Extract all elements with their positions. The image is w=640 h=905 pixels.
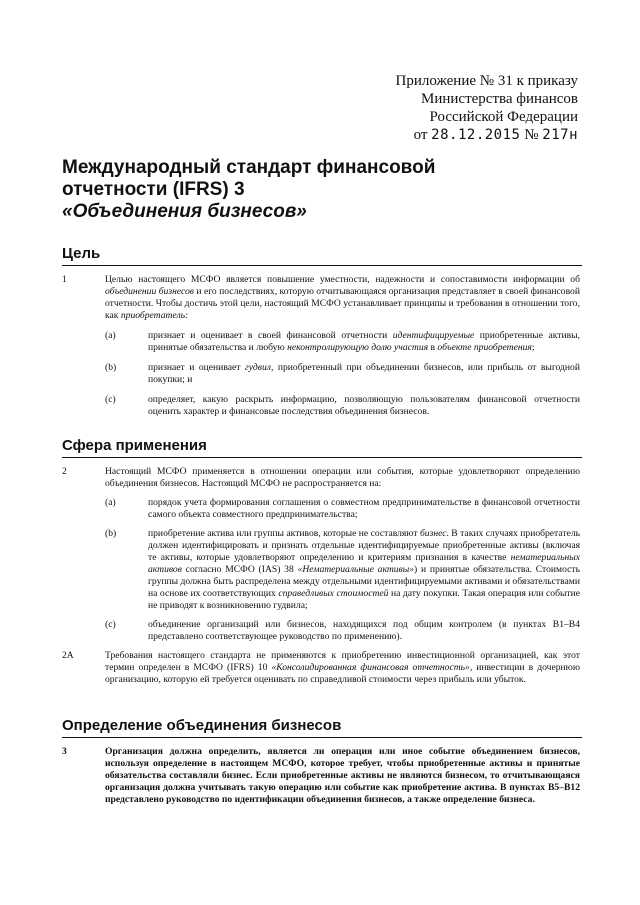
title-line-1: Международный стандарт финансовой [62,157,436,178]
paragraph-1 [62,274,580,418]
paragraph-number: 2A [62,650,74,661]
paragraph-2a [62,650,580,686]
paragraph-2 [62,466,580,643]
country-line: Российской Федерации [429,109,578,125]
title-line-2: отчетности (IFRS) 3 [62,179,245,200]
paragraph-number: 2 [62,466,67,477]
section-heading-scope: Сфера применения [62,437,582,458]
subitem-c: (c) определяет, какую раскрыть информацию, позволяющую пользователям финансовой отчетности оценить характер и финансовые последствия объединения бизнесов. [105,394,580,417]
ministry-line: Министерства финансов [421,91,578,107]
number-prefix: № [524,127,539,143]
paragraph-text: Организация должна определить, является ли операция или иное событие объединением бизнесов, используя определение в настоящем МСФО, которое требует, чтобы приобретенные активы и принятые обязательства составляли бизнес. Если приобретенные активы не являются бизнесом, то отчитывающаяся организация должна учитывать такую операцию или событие как приобретение актива. В пунктах B5–B12 представлено руководство по идентификации объединения бизнесов, а также определение бизнеса. [105,746,580,805]
order-reference [396,72,579,144]
appendix-line: Приложение № 31 к приказу [395,73,578,89]
paragraph-number: 3 [62,746,67,757]
section-heading-definition: Определение объединения бизнесов [62,717,582,738]
subitem-a: (a) порядок учета формирования соглашения о совместном предпринимательстве в финансовой отчетности самого объекта совместного предпринимательства; [105,497,580,520]
order-date-stamp: 28.12.2015 [431,127,521,143]
date-prefix: от [413,127,428,143]
paragraph-text: Настоящий МСФО применяется в отношении операции или события, которые удовлетворяют определению объединения бизнесов. Настоящий МСФО не распространяется на: [105,466,580,489]
paragraph-text: Требования настоящего стандарта не применяются к приобретению инвестиционной организацией, как этот термин определен в МСФО (IFRS) 10 «Консолидированная финансовая отчетность», инвестиции в дочернюю организацию, которую ей требуется оценивать по справедливой стоимости через прибыль или убыток. [105,650,580,685]
document-title [62,157,582,223]
subitem-b: (b) приобретение актива или группы активов, которые не составляют бизнес. В таких случаях приобретатель должен идентифицировать и признать отдельные идентифицируемые приобретенные активы (включая те активы, которые удовлетворяют определению и критериям признания в качестве нематериальных активов согласно МСФО (IAS) 38 «Нематериальные активы») и принятые обязательства. Стоимость группы должна быть распределена между отдельными идентифицируемыми активами и обязательствами на основе их соответствующих справедливых стоимостей на дату покупки. Такая операция или событие не приводят к возникновению гудвила; [105,528,580,611]
subitem-a: (a) признает и оценивает в своей финансовой отчетности идентифицируемые приобретенные активы, принятые обязательства и любую неконтролирующую долю участия в объекте приобретения; [105,330,580,353]
subitem-c: (c) объединение организаций или бизнесов, находящихся под общим контролем (в пунктах B1–B4 представлено соответствующее руководство по применению). [105,619,580,642]
section-heading-goal: Цель [62,245,582,266]
paragraph-number: 1 [62,274,67,285]
order-number-stamp: 217н [542,127,578,143]
paragraph-text: Целью настоящего МСФО является повышение уместности, надежности и сопоставимости информации об объединении бизнесов и его последствиях, которую отчитывающаяся организация представляет в своей финансовой отчетности. Чтобы достичь этой цели, настоящий МСФО устанавливает принципы и требования в отношении того, как приобретатель: [105,274,580,321]
subitem-b: (b) признает и оценивает гудвил, приобретенный при объединении бизнесов, или прибыль от выгодной покупки; и [105,362,580,385]
order-date-line [396,126,579,144]
title-line-3: «Объединения бизнесов» [62,201,307,222]
paragraph-3 [62,746,580,806]
